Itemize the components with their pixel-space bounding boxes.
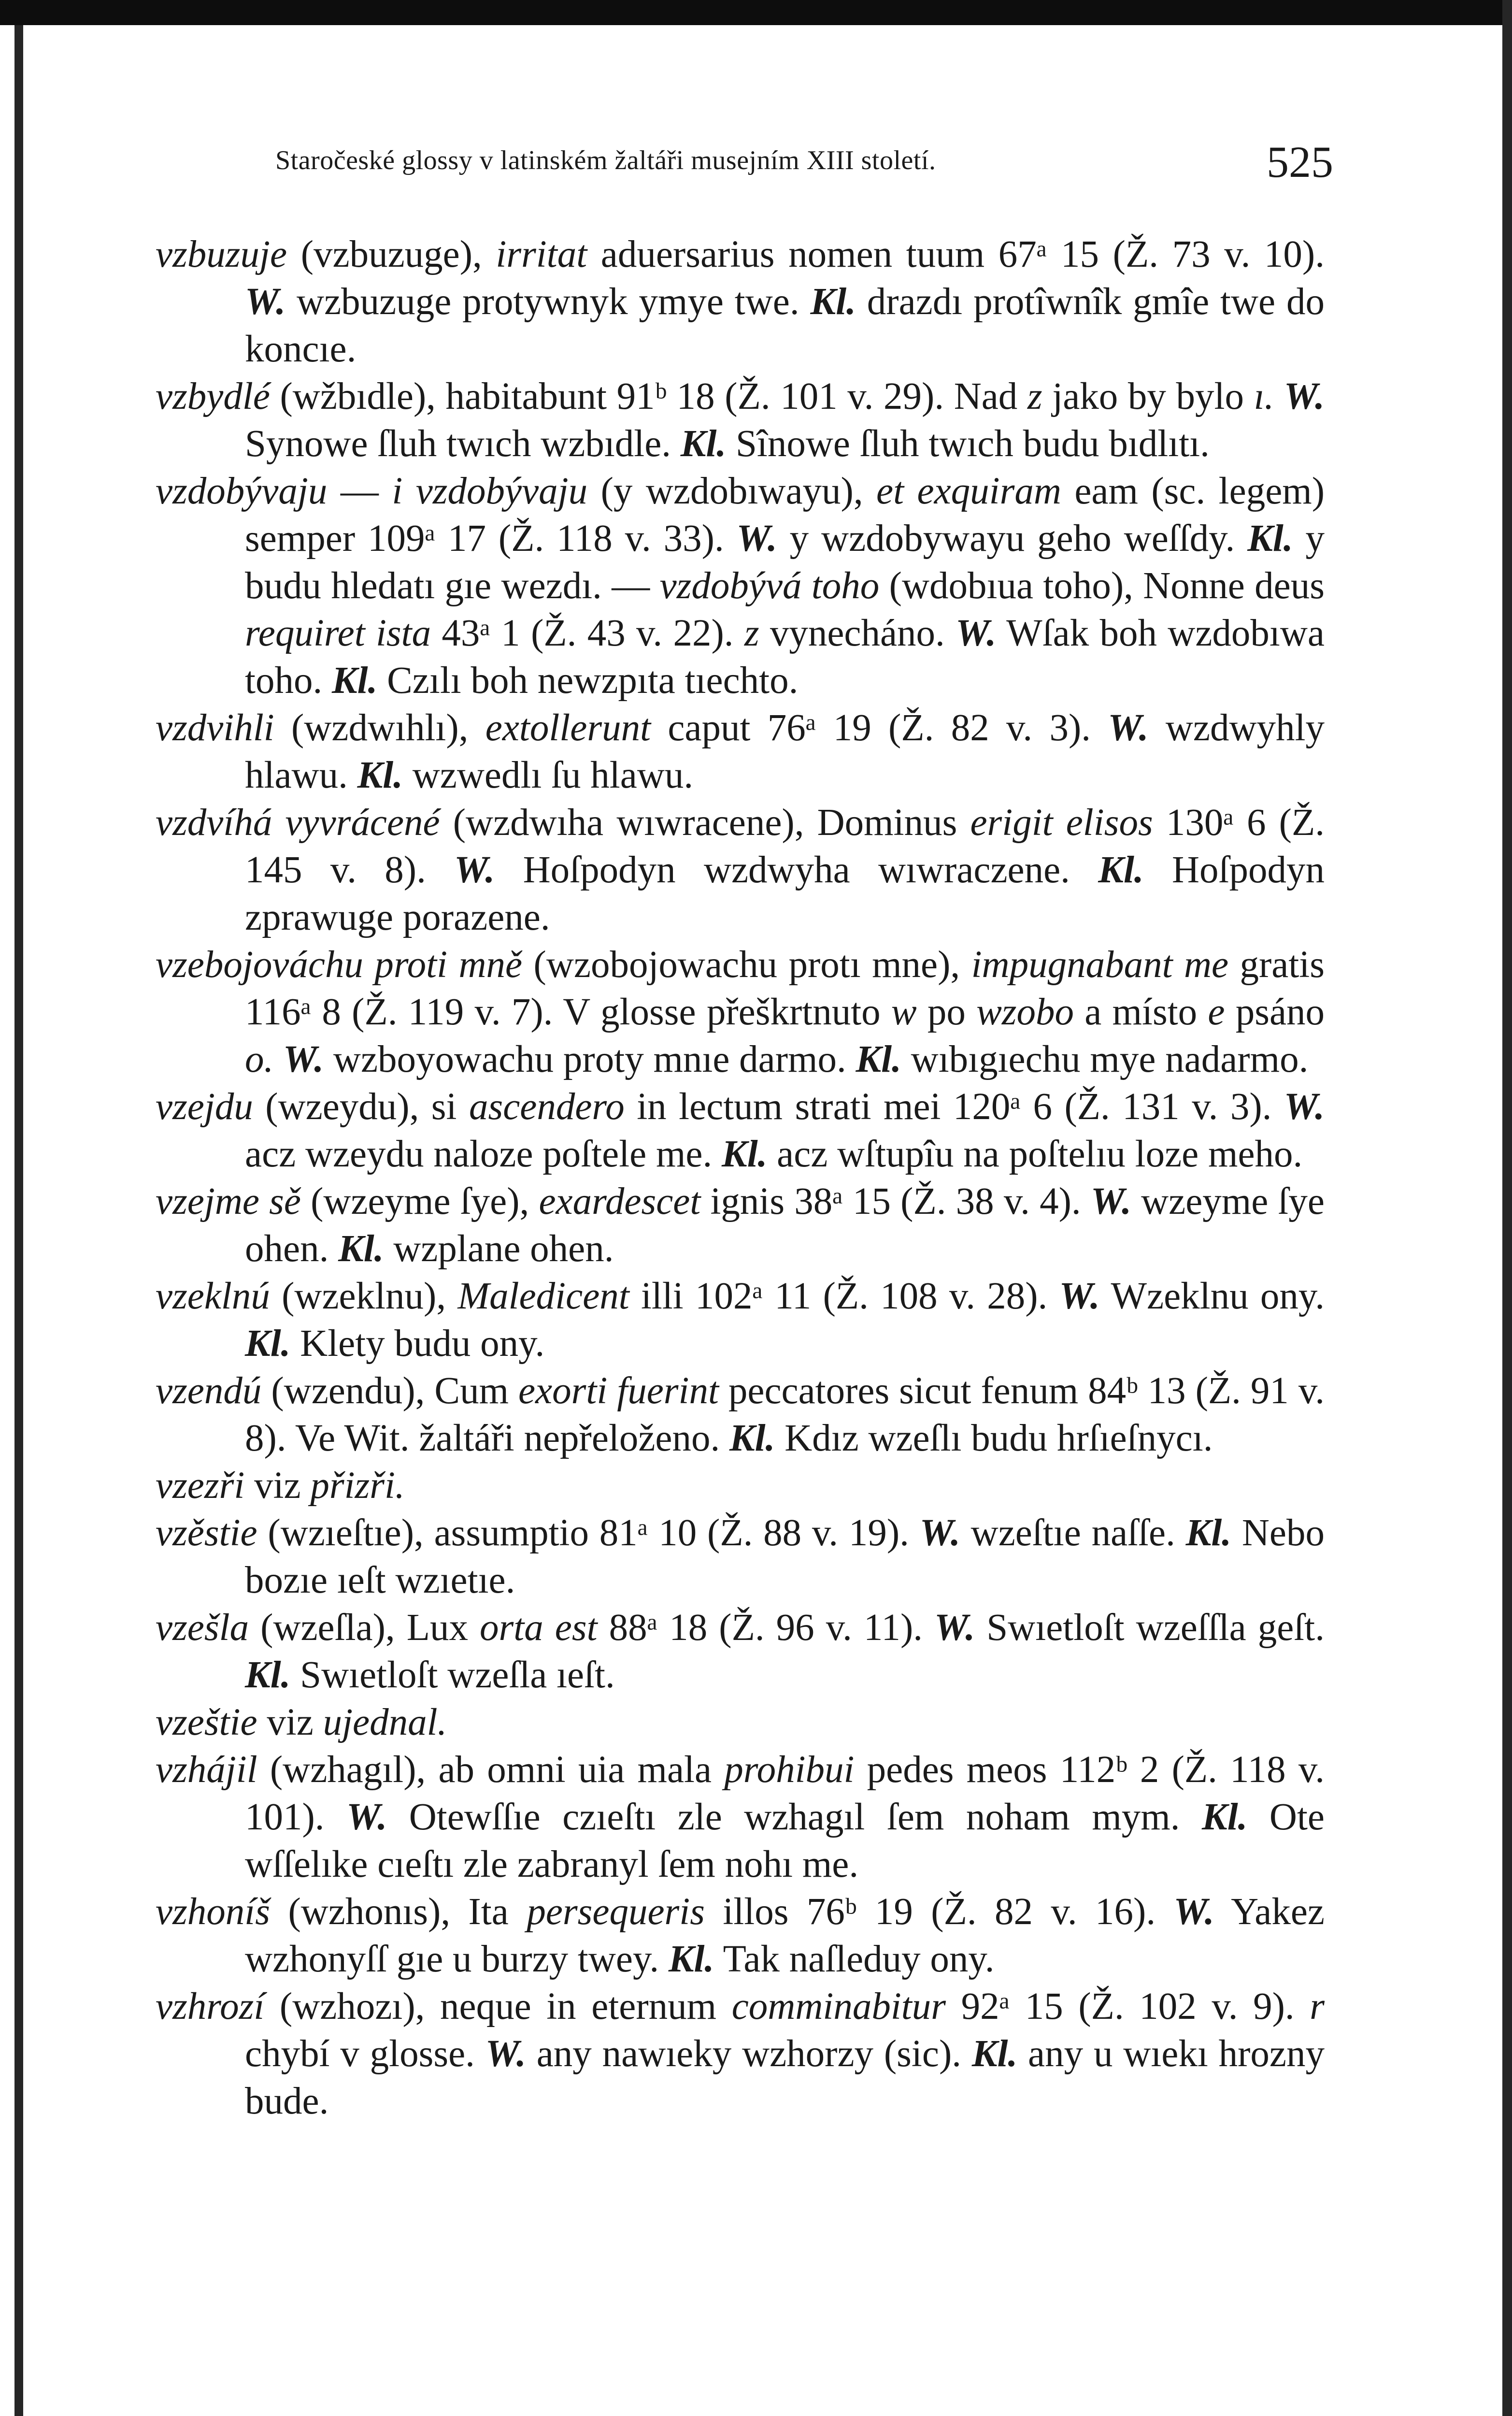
- headword: vzěstie: [156, 1512, 257, 1554]
- latin-term: irritat: [496, 233, 587, 275]
- source-kl: Kl.: [1185, 1512, 1232, 1554]
- latin-term: o.: [245, 1038, 274, 1080]
- source-w: W.: [934, 1607, 975, 1649]
- source-w-text: wzboyowachu proty mnıe darmo.: [324, 1038, 856, 1080]
- scan-border-right: [1502, 0, 1512, 2416]
- source-kl: Kl.: [971, 2033, 1018, 2075]
- entry-text: psáno: [1225, 991, 1325, 1033]
- source-w: W.: [1108, 707, 1149, 749]
- scan-border-top: [0, 0, 1512, 25]
- running-header: Staročeské glossy v latinském žaltáři musejním XIII století.: [275, 145, 936, 175]
- source-kl: Kl.: [1247, 518, 1293, 560]
- headword: vzendú: [156, 1370, 262, 1412]
- source-kl-text: Sînowe ſluh twıch budu bıdlıtı.: [726, 423, 1210, 465]
- entry-vzezri: [156, 1462, 1325, 1510]
- source-w-text: Wſak boh wzdobıwa toho.: [245, 612, 1325, 702]
- source-kl: Kl.: [338, 1228, 384, 1270]
- entry-vzesla: [156, 1604, 1325, 1699]
- source-kl-text: wzwedlı ſu hlawu.: [402, 754, 694, 796]
- source-kl-text: acz wſtupîu na poſtelıu loze meho.: [767, 1133, 1303, 1175]
- source-w-text: Otewſſıe czıeſtı zle wzhagıl ſem noham mym.: [387, 1796, 1202, 1838]
- latin-term: persequeris: [527, 1891, 705, 1933]
- entry-vzestie: [156, 1510, 1325, 1604]
- entry-text: 88ᵃ 18 (Ž. 96 v. 11).: [597, 1607, 935, 1649]
- entry-text: —: [327, 470, 392, 512]
- latin-term: et exquiram: [876, 470, 1061, 512]
- source-w: W.: [1090, 1180, 1131, 1222]
- entry-vzendu: [156, 1367, 1325, 1462]
- source-kl: Kl.: [722, 1133, 768, 1175]
- source-w: W.: [736, 518, 777, 560]
- source-w: W.: [1284, 375, 1325, 417]
- source-kl: Kl.: [668, 1938, 714, 1980]
- entry-vzestie-ref: [156, 1699, 1325, 1746]
- entry-text: pedes meos 112ᵇ 2 (Ž. 118 v. 101).: [245, 1749, 1325, 1838]
- entry-text: (wzobojowachu protı mne),: [522, 944, 971, 986]
- entry-text: (wzhonıs), Ita: [270, 1891, 527, 1933]
- headword: vzhrozí: [156, 1985, 265, 2028]
- cross-reference: ujednal.: [323, 1701, 447, 1743]
- entry-vzdvihli: [156, 705, 1325, 799]
- headword: vzhájil: [156, 1749, 257, 1791]
- entry-text: jako by bylo: [1042, 375, 1254, 417]
- headword: vzdobývaju: [156, 470, 328, 512]
- latin-term: w: [891, 991, 917, 1033]
- latin-term: z: [1027, 375, 1042, 417]
- latin-term: prohibui: [724, 1749, 855, 1791]
- source-kl-text: Hoſpodyn zprawuge porazene.: [245, 849, 1325, 938]
- headword: vzdvihli: [156, 707, 274, 749]
- source-w-text: acz wzeydu naloze poſtele me.: [245, 1133, 722, 1175]
- latin-term: e: [1208, 991, 1225, 1033]
- latin-term: Maledicent: [457, 1275, 629, 1317]
- source-w-text: Yakez wzhonyſſ gıe u burzy twey.: [245, 1891, 1325, 1980]
- entry-text: illi 102ᵃ 11 (Ž. 108 v. 28).: [629, 1275, 1059, 1317]
- headword: vzeklnú: [156, 1275, 270, 1317]
- entry-text: (y wzdobıwayu),: [587, 470, 877, 512]
- source-w: W.: [454, 849, 495, 891]
- latin-term: comminabitur: [731, 1985, 946, 2028]
- scan-border-left: [14, 25, 23, 2416]
- source-w: W.: [485, 2033, 526, 2075]
- source-kl: Kl.: [680, 423, 727, 465]
- source-kl-text: Kdız wzeſlı budu hrſıeſnycı.: [775, 1417, 1213, 1459]
- entry-text: chybí v glosse.: [245, 2033, 485, 2075]
- latin-term: impugnabant me: [971, 944, 1229, 986]
- headword: vzhoníš: [156, 1891, 270, 1933]
- source-kl: Kl.: [810, 281, 856, 323]
- source-kl-text: Nebo bozıe ıeſt wzıetıe.: [245, 1512, 1325, 1601]
- entry-text: illos 76ᵇ 19 (Ž. 82 v. 16).: [704, 1891, 1174, 1933]
- source-kl-text: any u wıekı hrozny bude.: [245, 2033, 1325, 2122]
- entry-text: (wžbıdle), habitabunt 91ᵇ 18 (Ž. 101 v. 29). Nad: [270, 375, 1027, 417]
- headword: vzbydlé: [156, 375, 270, 417]
- entry-text: po: [916, 991, 977, 1033]
- source-w-text: any nawıeky wzhorzy (sic).: [526, 2033, 972, 2075]
- source-kl: Kl.: [1098, 849, 1144, 891]
- source-kl-text: Klety budu ony.: [290, 1323, 545, 1365]
- entry-text: (wzdwıhlı),: [274, 707, 485, 749]
- source-w: W.: [1284, 1086, 1325, 1128]
- source-w-text: wzdwyhly hlawu.: [245, 707, 1325, 796]
- headword: vzbuzuje: [156, 233, 287, 275]
- dictionary-entries: [156, 231, 1325, 2125]
- latin-term: ı.: [1254, 375, 1274, 417]
- entry-vzhrozi: [156, 1983, 1325, 2125]
- source-kl-text: wıbıgıechu mye nadarmo.: [901, 1038, 1309, 1080]
- source-w-text: Wzeklnu ony.: [1099, 1275, 1325, 1317]
- headword: vzejme sě: [156, 1180, 301, 1222]
- source-w-text: wzeyme ſye ohen.: [245, 1180, 1325, 1270]
- entry-text: (wzeyme ſye),: [300, 1180, 539, 1222]
- source-kl-text: Tak naſleduy ony.: [714, 1938, 995, 1980]
- source-kl-text: Czılı boh newzpıta tıechto.: [377, 660, 799, 702]
- entry-vzhajil: [156, 1746, 1325, 1888]
- headword: vzebojováchu proti mně: [156, 944, 523, 986]
- entry-text: (wzhagıl), ab omni uia mala: [257, 1749, 725, 1791]
- source-w: W.: [346, 1796, 387, 1838]
- entry-text: [273, 1038, 283, 1080]
- headword: vzejdu: [156, 1086, 253, 1128]
- source-kl: Kl.: [245, 1654, 291, 1696]
- entry-text: ignis 38ᵃ 15 (Ž. 38 v. 4).: [700, 1180, 1091, 1222]
- headword: vzezři: [156, 1465, 245, 1507]
- entry-text: viz: [257, 1701, 323, 1743]
- source-w: W.: [1059, 1275, 1100, 1317]
- entry-text: eam (sc. legem) semper 109ᵃ 17 (Ž. 118 v. 33).: [245, 470, 1325, 560]
- entry-text: 43ᵃ 1 (Ž. 43 v. 22).: [431, 612, 744, 654]
- source-kl: Kl.: [856, 1038, 901, 1080]
- source-kl: Kl.: [1202, 1796, 1248, 1838]
- latin-term: orta est: [480, 1607, 598, 1649]
- entry-text: 92ᵃ 15 (Ž. 102 v. 9).: [945, 1985, 1310, 2028]
- entry-text: (wzeſla), Lux: [249, 1607, 480, 1649]
- page-number: 525: [1267, 137, 1333, 187]
- entry-text: (wzeydu), si: [253, 1086, 469, 1128]
- latin-term: exardescet: [539, 1180, 701, 1222]
- entry-text: a místo: [1074, 991, 1208, 1033]
- source-kl: Kl.: [245, 1323, 291, 1365]
- latin-term: r: [1310, 1985, 1325, 2028]
- entry-text: gratis 116ᵃ 8 (Ž. 119 v. 7). V glosse přeškrtnuto: [245, 944, 1325, 1033]
- entry-text: vynecháno.: [759, 612, 956, 654]
- entry-vzhonis: [156, 1888, 1325, 1983]
- entry-vzejme-se: [156, 1178, 1325, 1273]
- entry-vzeklnu: [156, 1273, 1325, 1367]
- entry-vzbydle: [156, 373, 1325, 468]
- latin-term: vzdobývá toho: [659, 565, 880, 607]
- latin-term: exorti fuerint: [518, 1370, 719, 1412]
- entry-text: aduersarius nomen tuum 67ᵃ 15 (Ž. 73 v. 10).: [587, 233, 1325, 275]
- entry-vzdobyvaju: [156, 468, 1325, 705]
- source-kl: Kl.: [357, 754, 403, 796]
- entry-text: (wzıeſtıe), assumptio 81ᵃ 10 (Ž. 88 v. 19).: [257, 1512, 920, 1554]
- entry-vzdviha-vyvracene: [156, 799, 1325, 941]
- source-w: W.: [919, 1512, 960, 1554]
- entry-text: peccatores sicut fenum 84ᵇ 13 (Ž. 91 v. 8). Ve Wit. žaltáři nepřeloženo.: [245, 1370, 1325, 1459]
- source-kl: Kl.: [331, 660, 378, 702]
- source-kl-text: Swıetloſt wzeſla ıeſt.: [290, 1654, 615, 1696]
- entry-text: caput 76ᵃ 19 (Ž. 82 v. 3).: [651, 707, 1108, 749]
- source-w-text: Hoſpodyn wzdwyha wıwraczene.: [495, 849, 1098, 891]
- source-kl-text: y budu hledatı gıe wezdı. —: [245, 518, 1325, 607]
- source-kl-text: wzplane ohen.: [384, 1228, 614, 1270]
- latin-term: z: [744, 612, 759, 654]
- source-kl: Kl.: [729, 1417, 775, 1459]
- source-w-text: y wzdobywayu geho weſſdy.: [777, 518, 1248, 560]
- entry-vzejdu: [156, 1083, 1325, 1178]
- entry-text: (wdobıua toho), Nonne deus: [879, 565, 1325, 607]
- headword: vzešla: [156, 1607, 249, 1649]
- entry-text: [1274, 375, 1284, 417]
- latin-term: erigit elisos: [970, 802, 1153, 844]
- source-w: W.: [1173, 1891, 1214, 1933]
- headword: vzeštie: [156, 1701, 257, 1743]
- latin-term: requiret ista: [245, 612, 431, 654]
- entry-text: 130ᵃ 6 (Ž. 145 v. 8).: [245, 802, 1325, 891]
- latin-term: extollerunt: [485, 707, 651, 749]
- latin-term: wzobo: [976, 991, 1074, 1033]
- source-w: W.: [283, 1038, 324, 1080]
- headword: vzdvíhá vyvrácené: [156, 802, 440, 844]
- entry-text: (wzdwıha wıwracene), Dominus: [440, 802, 970, 844]
- source-w-text: Swıetloſt wzeſſla geſt.: [975, 1607, 1325, 1649]
- source-w-text: wzbuzuge protywnyk ymye twe.: [285, 281, 811, 323]
- latin-term: ascendero: [469, 1086, 625, 1128]
- source-kl-text: Ote wſſelıke cıeſtı zle zabranyl ſem nohı me.: [245, 1796, 1325, 1885]
- source-kl-text: drazdı protîwnîk gmîe twe do koncıe.: [245, 281, 1325, 370]
- source-w-text: wzeſtıe naſſe.: [960, 1512, 1186, 1554]
- entry-text: in lectum strati mei 120ᵃ 6 (Ž. 131 v. 3).: [624, 1086, 1284, 1128]
- source-w: W.: [956, 612, 997, 654]
- entry-vzebojovachu: [156, 941, 1325, 1083]
- entry-text: viz: [244, 1465, 311, 1507]
- cross-reference: přizři.: [310, 1465, 405, 1507]
- entry-vzbuzuje: [156, 231, 1325, 373]
- latin-term: i vzdobývaju: [392, 470, 588, 512]
- source-w-text: Synowe ſluh twıch wzbıdle.: [245, 423, 681, 465]
- source-w: W.: [245, 281, 286, 323]
- entry-text: (wzhozı), neque in eternum: [264, 1985, 732, 2028]
- entry-text: (wzeklnu),: [270, 1275, 458, 1317]
- entry-text: (wzendu), Cum: [261, 1370, 518, 1412]
- entry-text: (vzbuzuge),: [287, 233, 496, 275]
